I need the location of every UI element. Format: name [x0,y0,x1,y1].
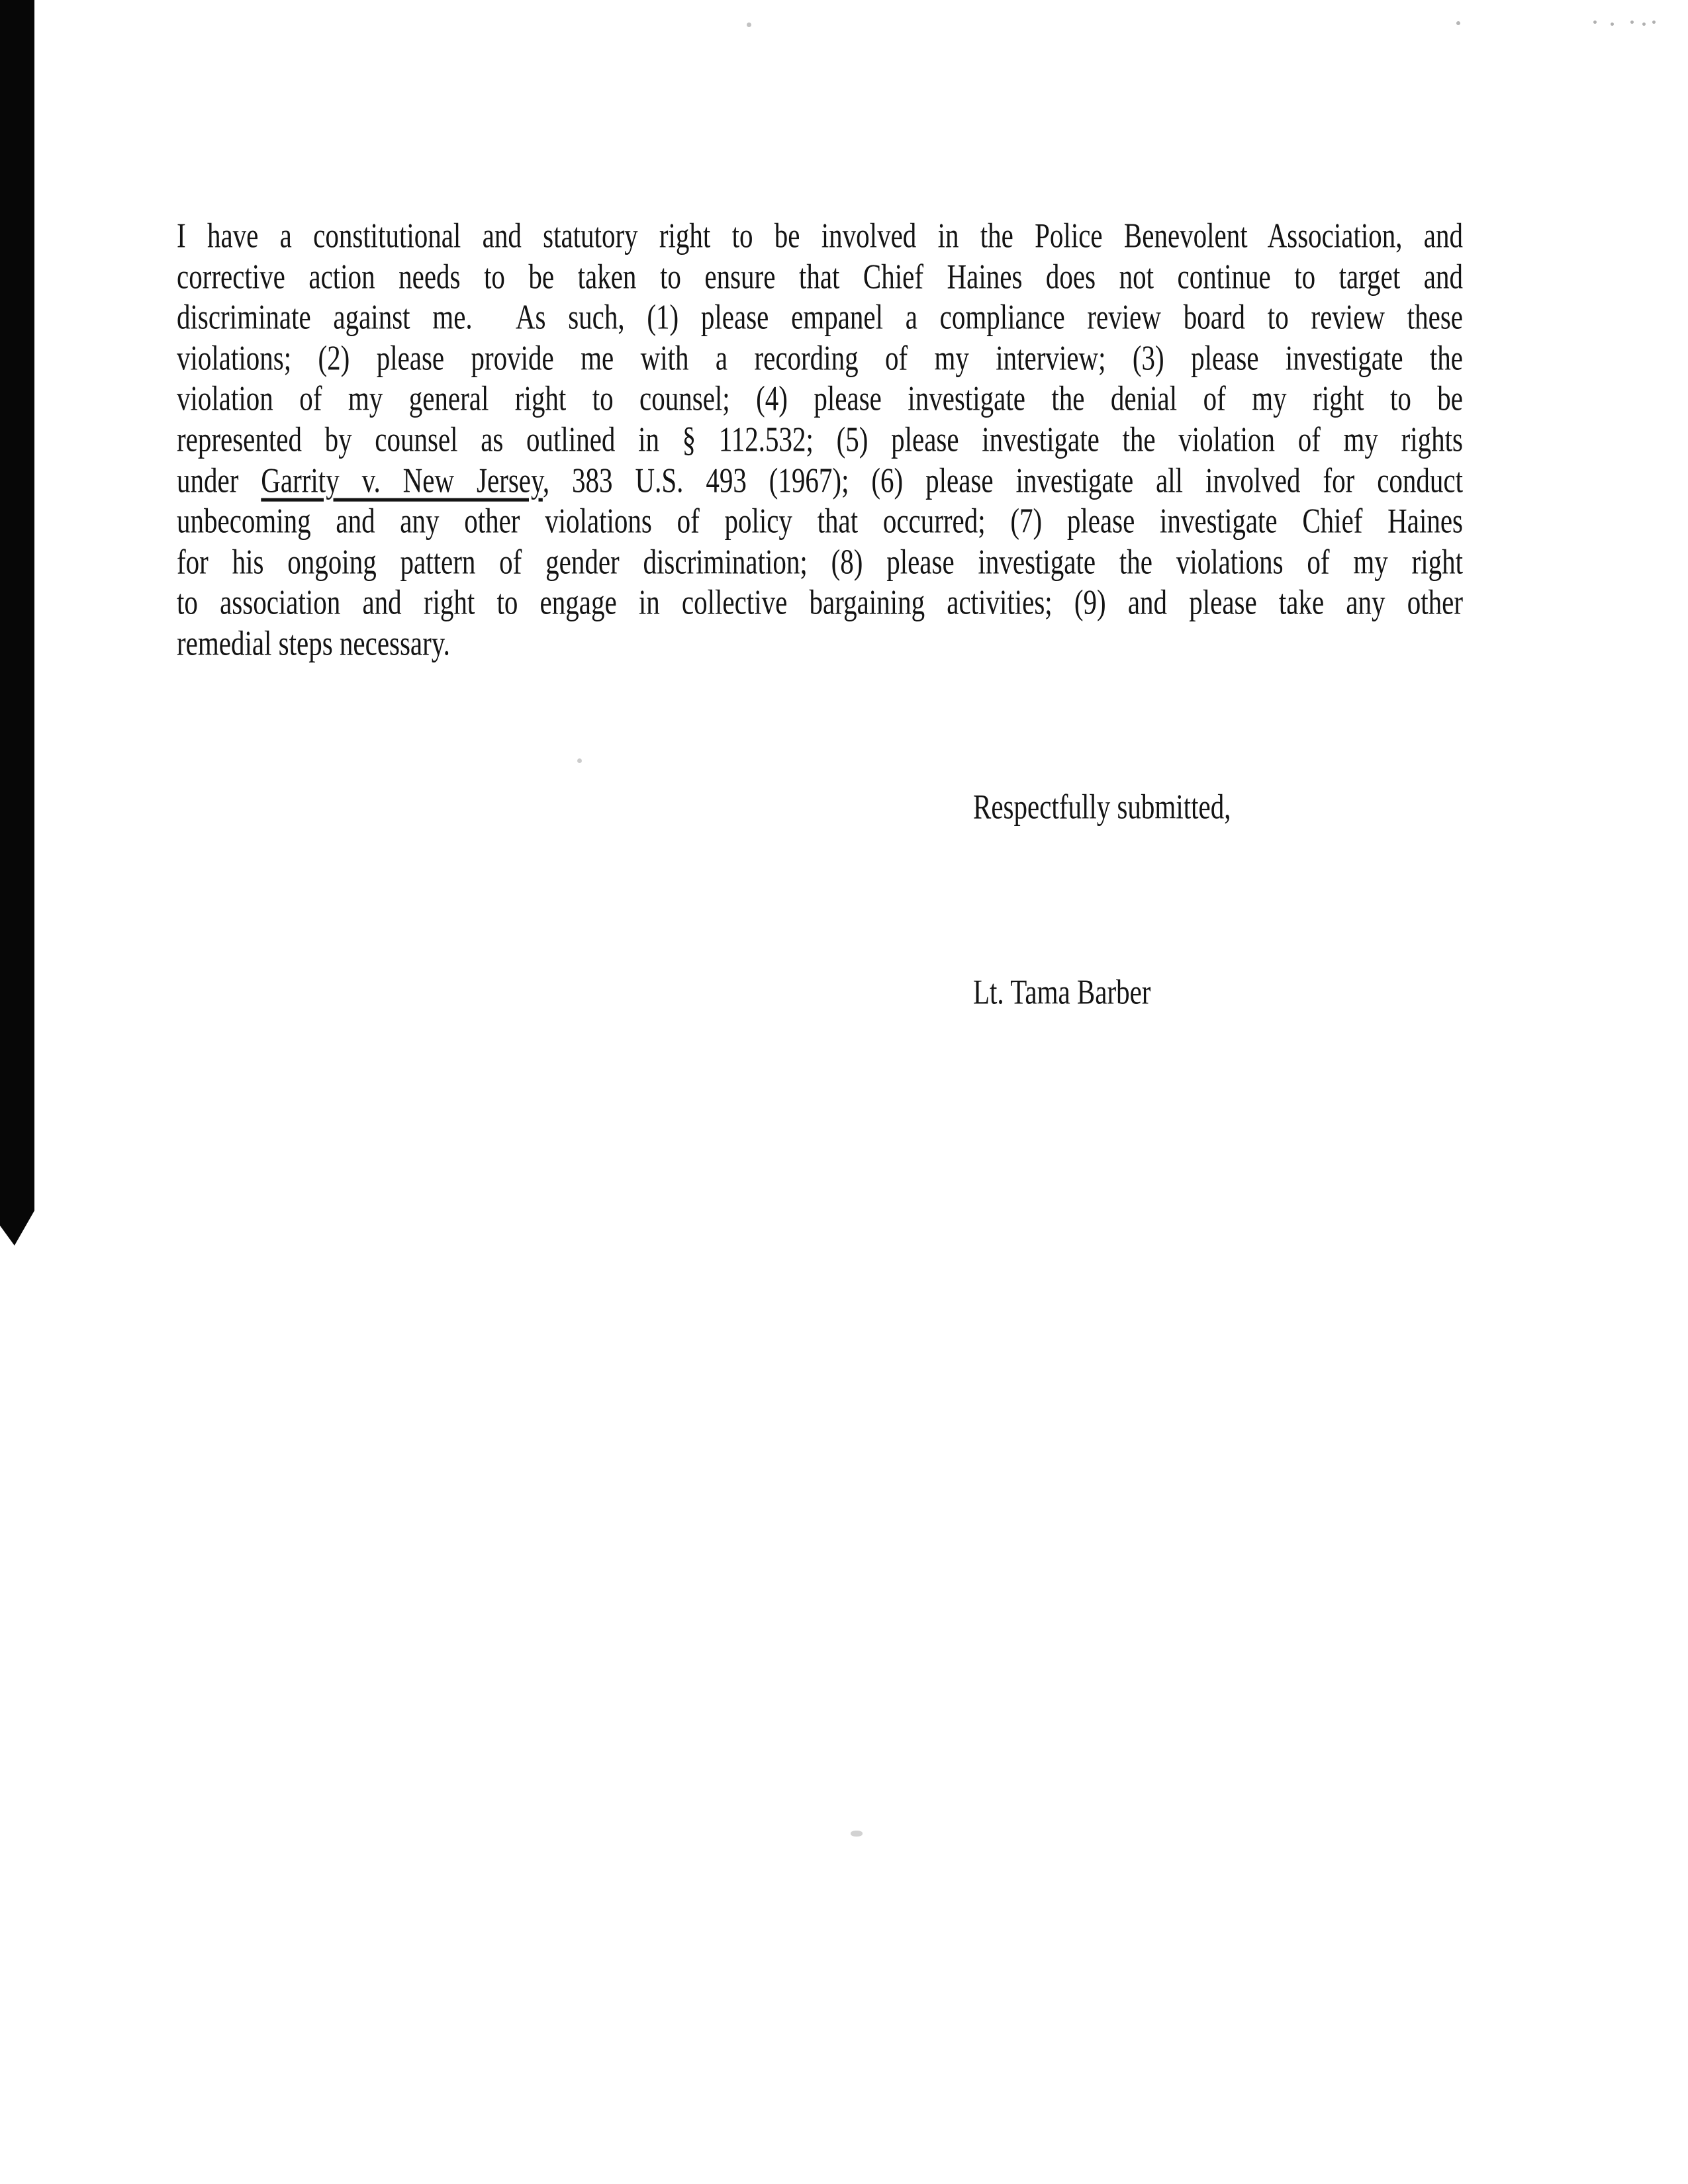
text-segment: violation of my general right to counsel; (4) please investigate the denial of my right to be [177,379,1463,418]
text-segment: corrective action needs to be taken to ensure that Chief Haines does not continue to target and [177,256,1463,296]
text-segment: represented by counsel as outlined in § 112.532; (5) please investigate the violation of my rights [177,420,1463,459]
scan-speck [1611,23,1614,26]
scan-speck [1456,21,1460,25]
text-segment: , 383 U.S. 493 (1967); (6) please investigate all involved for conduct [542,460,1463,500]
scan-speck [851,1831,863,1837]
text-segment: violations; (2) please provide me with a recording of my interview; (3) please investigate the [177,338,1463,377]
scan-speck [577,758,582,763]
text-segment: remedial steps necessary. [177,623,450,663]
text-segment: under [177,460,261,500]
text-segment: I have a constitutional and statutory right to be involved in the Police Benevolent Association, and [177,216,1463,255]
complimentary-close: Respectfully submitted, [973,787,1231,827]
scanner-edge-artifact [0,0,34,1246]
text-segment: unbecoming and any other violations of policy that occurred; (7) please investigate Chief Haines [177,501,1463,541]
paragraph-line [177,617,1463,670]
text-segment: discriminate against me. As such, (1) please empanel a compliance review board to review these [177,297,1463,337]
scan-speck [1642,23,1646,26]
text-segment: for his ongoing pattern of gender discrimination; (8) please investigate the violations of my right [177,542,1463,581]
underlined-case-citation: Garrity v. New Jersey [261,460,543,500]
scan-speck [747,23,751,27]
body-paragraph [177,216,1463,664]
scan-speck [1652,21,1656,24]
scan-speck [1630,21,1634,24]
scan-speck [1593,21,1597,24]
text-segment: to association and right to engage in collective bargaining activities; (9) and please take any other [177,582,1463,622]
signature-name: Lt. Tama Barber [973,972,1151,1012]
